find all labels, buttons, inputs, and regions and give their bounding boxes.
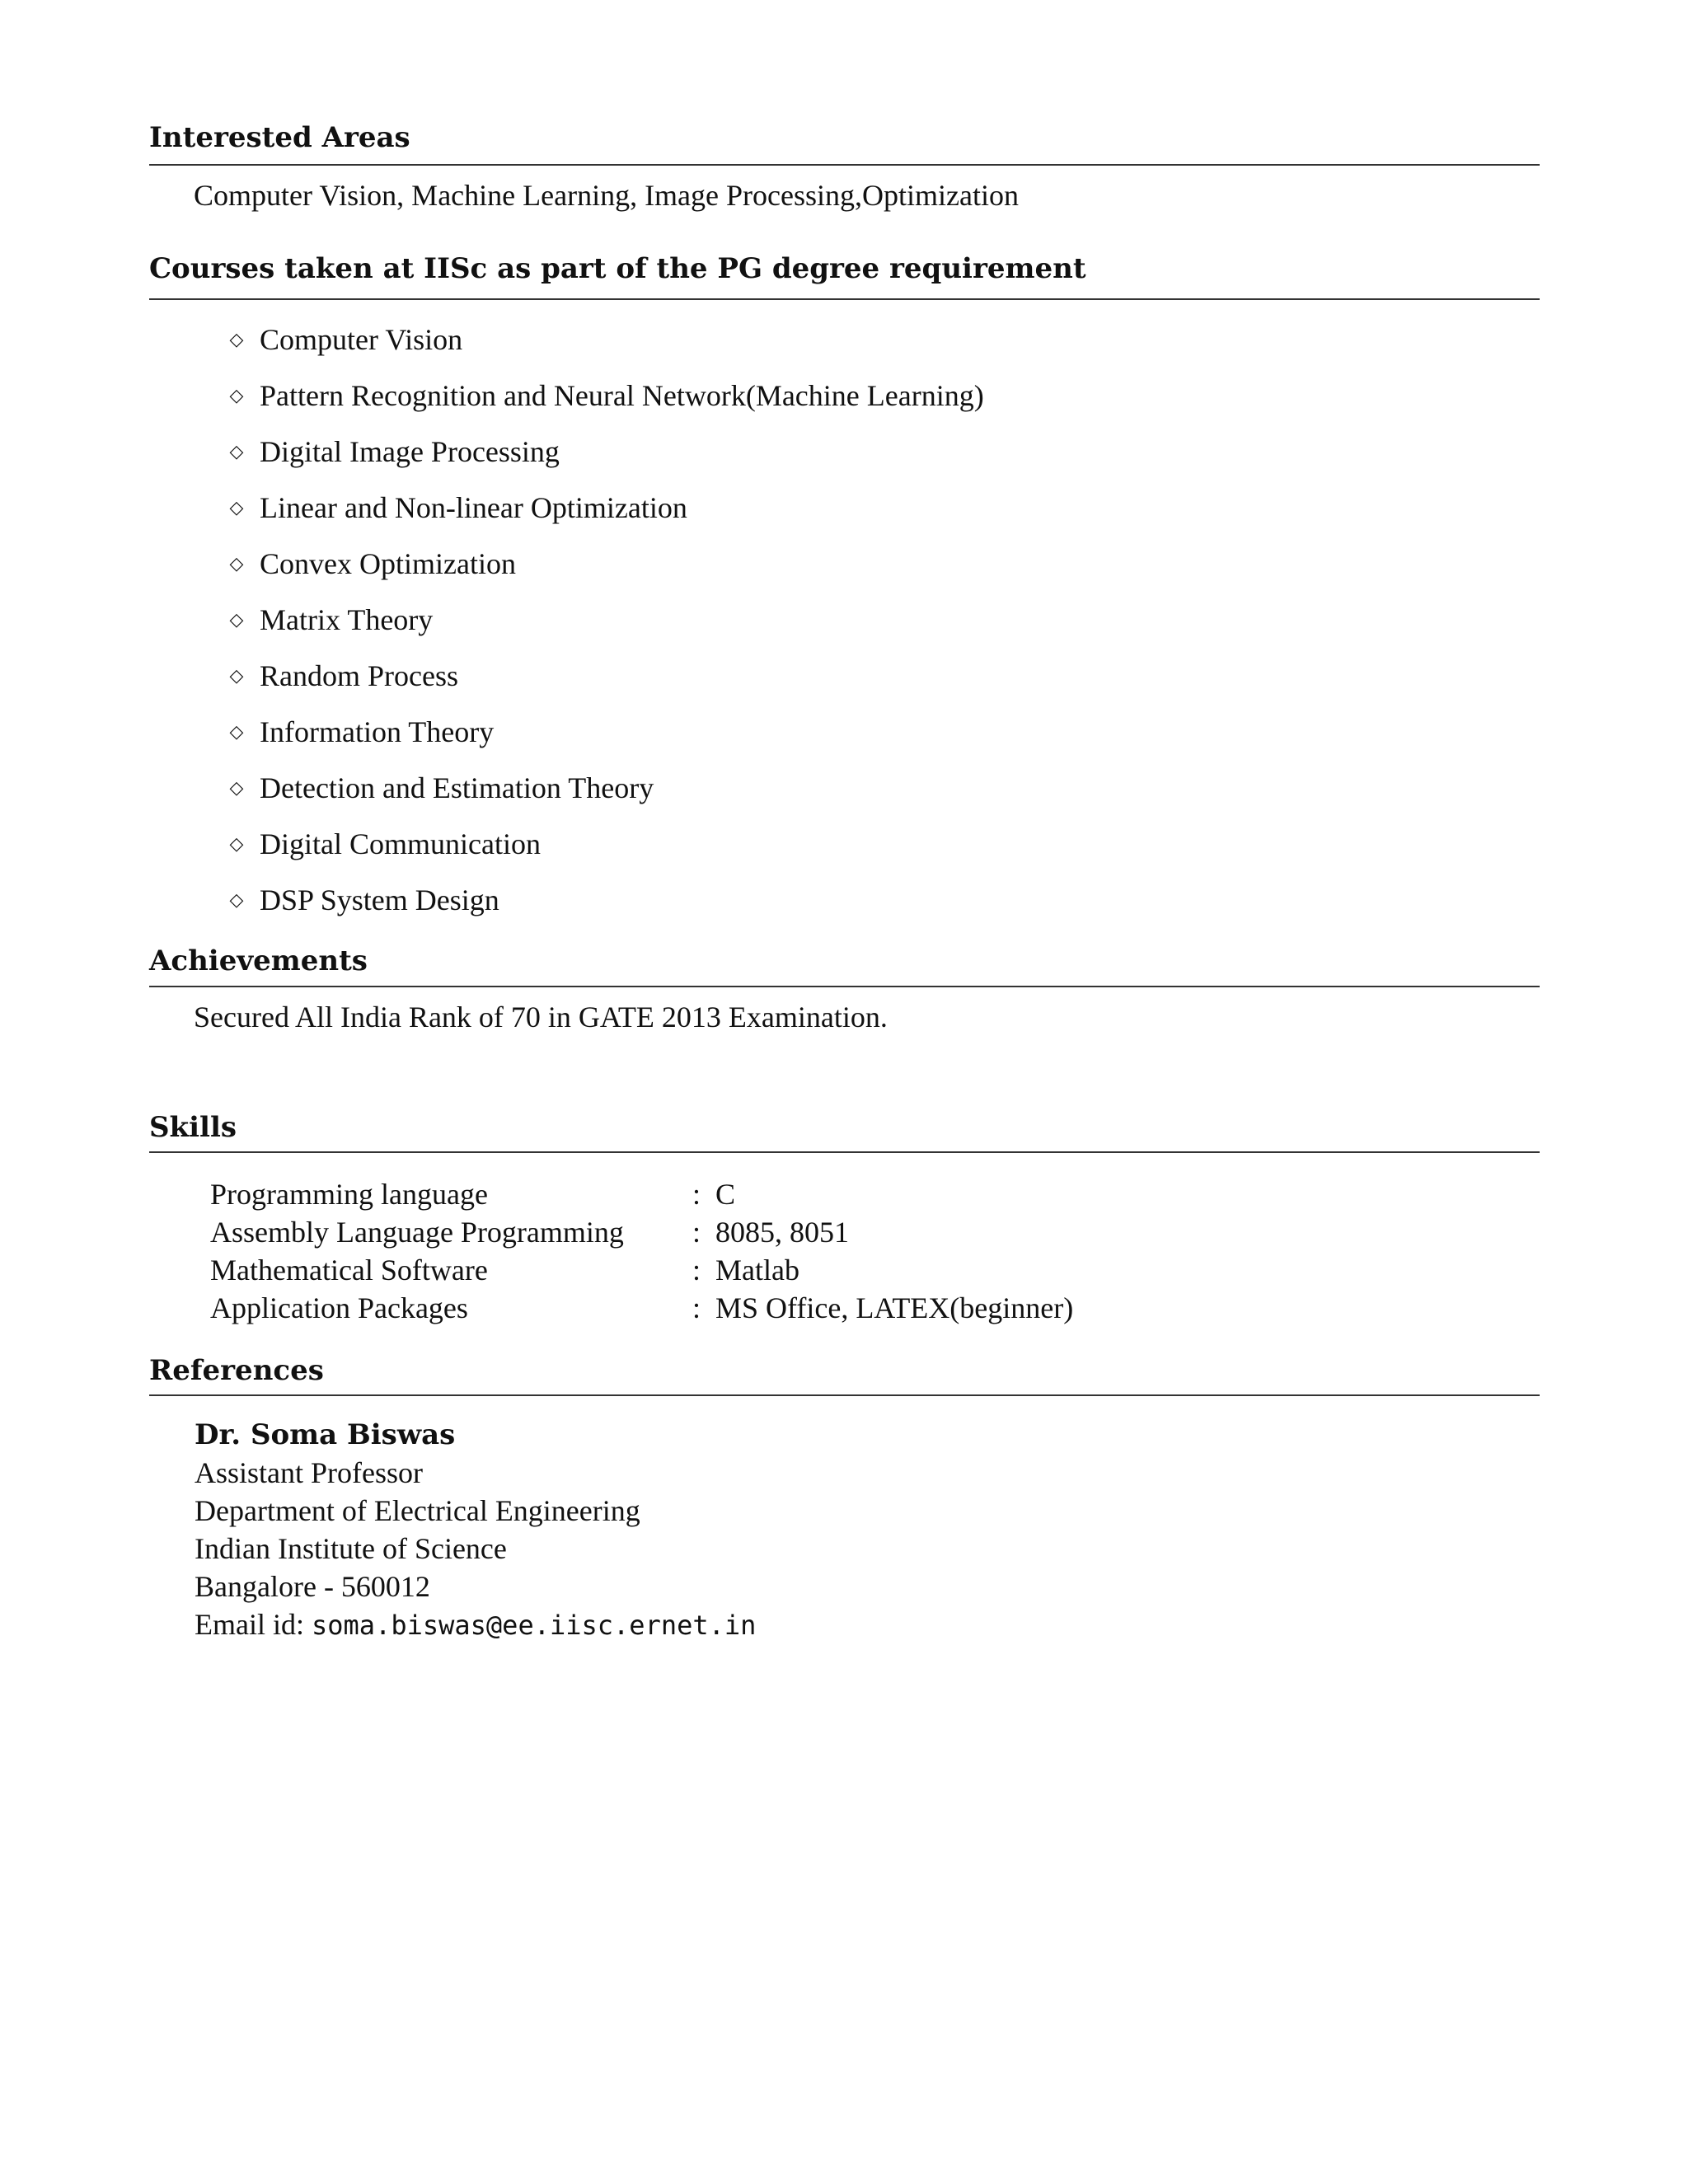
courses-heading: Courses taken at IISc as part of the PG degree requirement	[149, 252, 1086, 285]
skills-heading: Skills	[149, 1111, 237, 1144]
course-item	[228, 368, 984, 424]
section-divider	[149, 1151, 1540, 1153]
skills-table	[210, 1175, 1073, 1327]
diamond-icon: ◇	[229, 777, 244, 799]
skill-label: Application Packages	[210, 1291, 468, 1324]
section-divider	[149, 164, 1540, 166]
diamond-icon: ◇	[229, 833, 244, 855]
diamond-icon: ◇	[229, 329, 244, 350]
reference-department: Department of Electrical Engineering	[195, 1494, 640, 1527]
diamond-icon: ◇	[229, 553, 244, 574]
diamond-icon: ◇	[229, 497, 244, 518]
reference-institute: Indian Institute of Science	[195, 1532, 507, 1565]
course-label: Information Theory	[260, 715, 495, 748]
diamond-icon: ◇	[229, 721, 244, 743]
reference-email-label: Email id:	[195, 1608, 304, 1641]
course-label: Matrix Theory	[260, 603, 434, 636]
reference-title: Assistant Professor	[195, 1456, 423, 1489]
course-label: DSP System Design	[260, 883, 499, 916]
skill-value: Matlab	[715, 1254, 799, 1286]
course-label: Convex Optimization	[260, 547, 516, 580]
references-heading: References	[149, 1354, 324, 1387]
course-item	[228, 424, 984, 480]
diamond-icon: ◇	[229, 889, 244, 911]
resume-page	[149, 0, 1540, 2184]
course-label: Digital Communication	[260, 827, 541, 860]
achievements-heading: Achievements	[149, 944, 368, 977]
skill-separator: :	[692, 1254, 701, 1286]
course-item	[228, 480, 984, 536]
skill-row	[210, 1175, 1073, 1213]
section-divider	[149, 1394, 1540, 1396]
skill-row	[210, 1289, 1073, 1327]
reference-name: Dr. Soma Biswas	[195, 1418, 456, 1451]
skill-label: Programming language	[210, 1178, 488, 1211]
course-item	[228, 536, 984, 592]
skill-separator: :	[692, 1178, 701, 1211]
skill-separator: :	[692, 1216, 701, 1249]
reference-block	[195, 1416, 756, 1644]
diamond-icon: ◇	[229, 609, 244, 630]
diamond-icon: ◇	[229, 441, 244, 462]
diamond-icon: ◇	[229, 385, 244, 406]
course-label: Digital Image Processing	[260, 435, 560, 468]
section-divider	[149, 986, 1540, 987]
skill-row	[210, 1251, 1073, 1289]
course-label: Pattern Recognition and Neural Network(Machine Learning)	[260, 379, 984, 412]
course-item	[228, 312, 984, 368]
course-label: Computer Vision	[260, 323, 463, 356]
skill-label: Assembly Language Programming	[210, 1216, 624, 1249]
course-item	[228, 816, 984, 872]
skill-label: Mathematical Software	[210, 1254, 488, 1286]
diamond-icon: ◇	[229, 665, 244, 687]
skill-value: MS Office, LATEX(beginner)	[715, 1291, 1074, 1324]
reference-email[interactable]: soma.biswas@ee.iisc.ernet.in	[311, 1610, 757, 1641]
interested-areas-heading: Interested Areas	[149, 121, 410, 154]
course-item	[228, 704, 984, 760]
course-item	[228, 592, 984, 648]
section-divider	[149, 298, 1540, 300]
achievements-text: Secured All India Rank of 70 in GATE 2013 Examination.	[194, 1001, 888, 1033]
course-item	[228, 872, 984, 928]
course-label: Random Process	[260, 659, 458, 692]
reference-city: Bangalore - 560012	[195, 1570, 430, 1603]
course-list	[228, 312, 984, 928]
skill-separator: :	[692, 1291, 701, 1324]
course-label: Detection and Estimation Theory	[260, 771, 654, 804]
course-label: Linear and Non-linear Optimization	[260, 491, 687, 524]
interested-areas-text: Computer Vision, Machine Learning, Image Processing,Optimization	[194, 179, 1019, 212]
skill-value: 8085, 8051	[715, 1216, 849, 1249]
course-item	[228, 760, 984, 816]
course-item	[228, 648, 984, 704]
reference-email-line	[195, 1605, 756, 1644]
skill-value: C	[715, 1178, 736, 1211]
skill-row	[210, 1213, 1073, 1251]
